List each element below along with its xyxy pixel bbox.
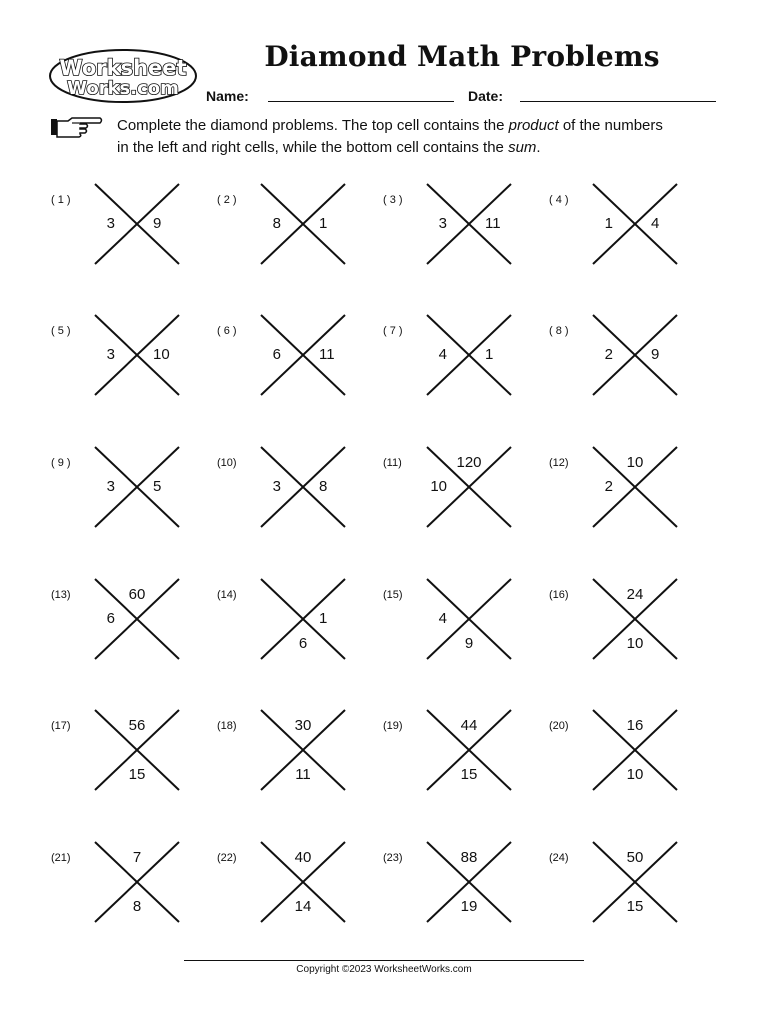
problem-number: (15) <box>383 589 403 601</box>
left-cell[interactable]: 3 <box>106 478 115 495</box>
diamond-problem <box>51 194 217 294</box>
top-cell[interactable]: 44 <box>460 717 478 734</box>
right-cell[interactable]: 5 <box>153 478 162 495</box>
diamond-problem <box>217 457 383 557</box>
footer-divider <box>184 960 584 961</box>
top-cell[interactable]: 7 <box>132 849 142 866</box>
diamond-problem <box>383 194 549 294</box>
left-cell[interactable]: 3 <box>438 215 447 232</box>
diamond-problem <box>217 849 383 952</box>
bottom-cell[interactable]: 8 <box>132 898 142 915</box>
diamond-problem <box>549 849 715 952</box>
copyright: Copyright ©2023 WorksheetWorks.com <box>296 964 472 975</box>
right-cell[interactable]: 4 <box>651 215 660 232</box>
left-cell[interactable]: 6 <box>272 346 281 363</box>
problem-number: ( 3 ) <box>383 194 403 206</box>
problem-number: ( 4 ) <box>549 194 569 206</box>
top-cell[interactable]: 50 <box>626 849 644 866</box>
problem-number: (24) <box>549 852 569 864</box>
problem-number: (21) <box>51 852 71 864</box>
bottom-cell[interactable]: 14 <box>294 898 312 915</box>
problem-number: ( 8 ) <box>549 325 569 337</box>
problem-number: ( 1 ) <box>51 194 71 206</box>
page-title: Diamond Math Problems <box>264 40 660 73</box>
top-cell[interactable]: 24 <box>626 586 644 603</box>
problem-number: ( 9 ) <box>51 457 71 469</box>
diamond-problem <box>51 457 217 557</box>
instructions: Complete the diamond problems. The top cell contains the product of the numbers in the left and right cells, while the bottom cell contains the sum. <box>117 117 663 156</box>
right-cell[interactable]: 11 <box>319 346 335 363</box>
top-cell[interactable]: 40 <box>294 849 312 866</box>
right-cell[interactable]: 9 <box>651 346 660 363</box>
problem-number: (16) <box>549 589 569 601</box>
left-cell[interactable]: 1 <box>604 215 613 232</box>
left-cell[interactable]: 4 <box>438 610 447 627</box>
bottom-cell[interactable]: 9 <box>464 635 474 652</box>
date-label: Date: <box>468 88 504 104</box>
bottom-cell[interactable]: 10 <box>626 635 644 652</box>
left-cell[interactable]: 3 <box>272 478 281 495</box>
problem-number: (11) <box>383 457 402 469</box>
top-cell[interactable]: 30 <box>294 717 312 734</box>
bottom-cell[interactable]: 10 <box>626 766 644 783</box>
diamond-problem <box>217 717 383 820</box>
bottom-cell[interactable]: 15 <box>460 766 478 783</box>
diamond-problem <box>383 454 549 557</box>
diamond-problem <box>51 325 217 425</box>
top-cell[interactable]: 10 <box>626 454 644 471</box>
left-cell[interactable]: 6 <box>106 610 115 627</box>
diamond-problem <box>51 849 217 952</box>
top-cell[interactable]: 56 <box>128 717 146 734</box>
diamond-problem <box>383 849 549 952</box>
right-cell[interactable]: 1 <box>485 346 494 363</box>
bottom-cell[interactable]: 6 <box>298 635 308 652</box>
problem-number: ( 2 ) <box>217 194 237 206</box>
right-cell[interactable]: 9 <box>153 215 162 232</box>
right-cell[interactable]: 8 <box>319 478 328 495</box>
right-cell[interactable]: 1 <box>319 215 328 232</box>
diamond-problem <box>217 325 383 425</box>
problem-number: (14) <box>217 589 237 601</box>
left-cell[interactable]: 2 <box>604 478 613 495</box>
top-cell[interactable]: 60 <box>128 586 146 603</box>
left-cell[interactable]: 3 <box>106 346 115 363</box>
problem-number: (17) <box>51 720 71 732</box>
right-cell[interactable]: 11 <box>485 215 501 232</box>
problem-number: (22) <box>217 852 237 864</box>
top-cell[interactable]: 120 <box>456 454 482 471</box>
diamond-problem <box>383 325 549 425</box>
name-label: Name: <box>206 88 249 104</box>
worksheetworks-logo <box>48 48 198 104</box>
logo-line2: Works.com <box>67 78 179 99</box>
date-field[interactable] <box>520 101 716 102</box>
logo-line1: Worksheet <box>59 56 187 80</box>
right-cell[interactable]: 10 <box>153 346 170 363</box>
top-cell[interactable]: 16 <box>626 717 644 734</box>
top-cell[interactable]: 88 <box>460 849 478 866</box>
bottom-cell[interactable]: 11 <box>295 766 311 783</box>
bottom-cell[interactable]: 15 <box>626 898 644 915</box>
diamond-problem <box>549 586 715 689</box>
diamond-problem <box>383 717 549 820</box>
problem-number: ( 6 ) <box>217 325 237 337</box>
diamond-problem <box>549 717 715 820</box>
bottom-cell[interactable]: 15 <box>128 766 146 783</box>
problem-number: (13) <box>51 589 71 601</box>
pointing-hand-icon <box>50 116 104 138</box>
problem-number: (19) <box>383 720 403 732</box>
diamond-problem <box>549 194 715 294</box>
right-cell[interactable]: 1 <box>319 610 328 627</box>
left-cell[interactable]: 3 <box>106 215 115 232</box>
diamond-problem <box>217 589 383 689</box>
problem-number: (18) <box>217 720 237 732</box>
diamond-problem <box>51 586 217 689</box>
problem-number: (10) <box>217 457 237 469</box>
diamond-problem <box>549 454 715 557</box>
left-cell[interactable]: 10 <box>430 478 447 495</box>
problem-number: (23) <box>383 852 403 864</box>
name-field[interactable] <box>268 101 454 102</box>
left-cell[interactable]: 2 <box>604 346 613 363</box>
problem-number: ( 7 ) <box>383 325 403 337</box>
bottom-cell[interactable]: 19 <box>460 898 478 915</box>
diamond-problem <box>549 325 715 425</box>
problem-number: (12) <box>549 457 569 469</box>
problem-number: (20) <box>549 720 569 732</box>
left-cell[interactable]: 4 <box>438 346 447 363</box>
problem-number: ( 5 ) <box>51 325 71 337</box>
left-cell[interactable]: 8 <box>272 215 281 232</box>
diamond-problem <box>217 194 383 294</box>
diamond-problem <box>383 589 549 689</box>
diamond-problem <box>51 717 217 820</box>
